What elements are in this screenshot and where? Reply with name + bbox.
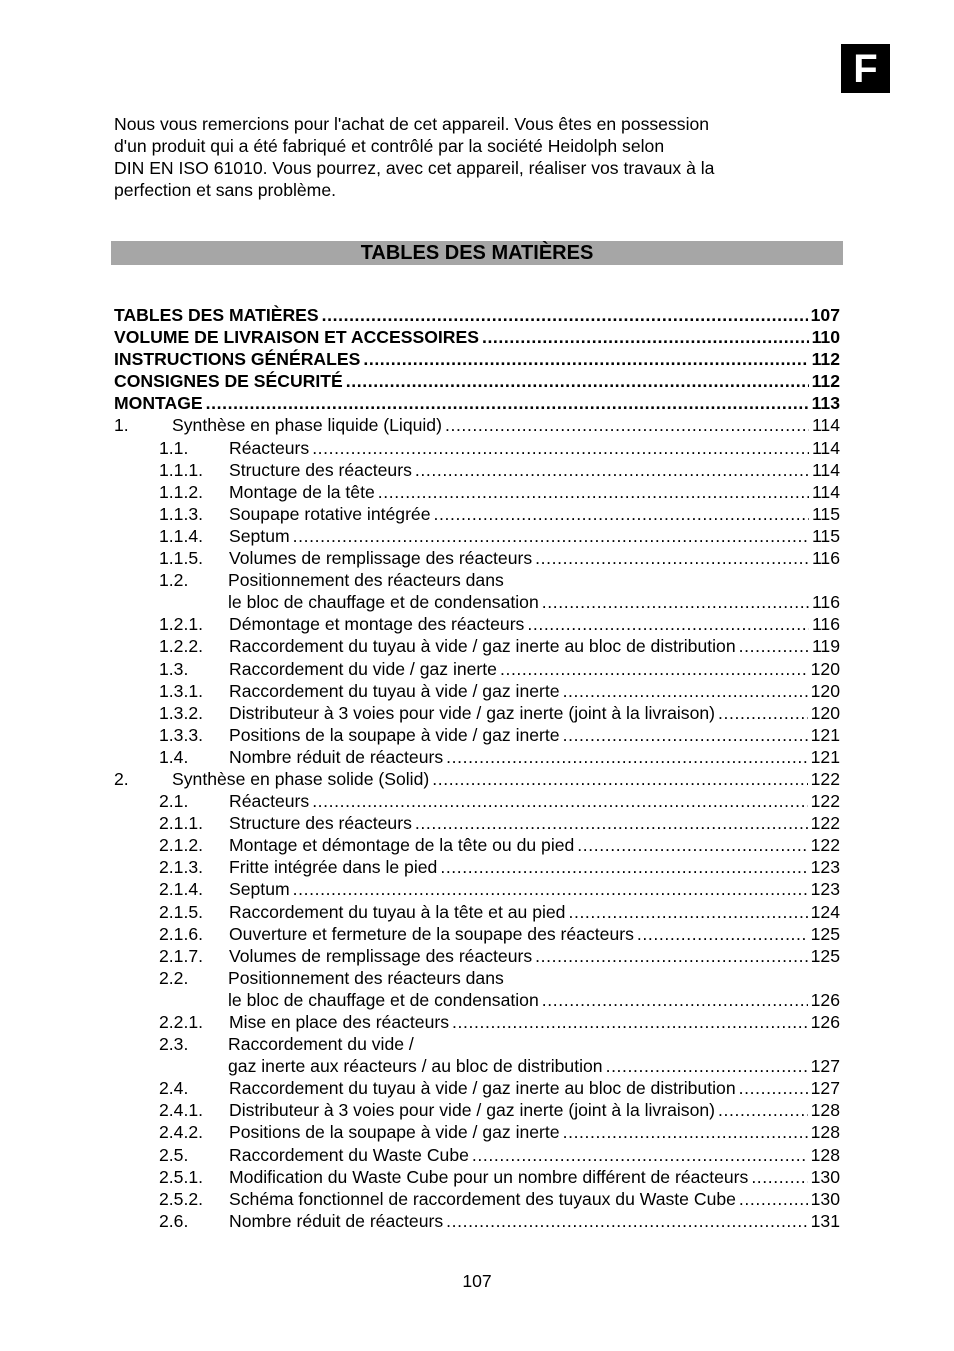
toc-entry-title: Mise en place des réacteurs xyxy=(229,1012,450,1032)
toc-entry[interactable] xyxy=(114,1144,840,1166)
section-heading-bar xyxy=(111,241,843,265)
toc-entry-page: 114 xyxy=(811,415,840,436)
dot-leader xyxy=(527,613,809,635)
dot-leader xyxy=(293,878,808,900)
toc-entry-number: 2.6. xyxy=(159,1210,189,1231)
toc-entry-page: 125 xyxy=(810,945,840,966)
dot-leader xyxy=(542,591,809,613)
toc-entry-page: 126 xyxy=(810,1012,840,1032)
toc-entry-page: 120 xyxy=(810,680,840,701)
toc-entry[interactable] xyxy=(114,967,840,989)
toc-entry-number: 1.2.1. xyxy=(159,614,204,635)
toc-entry-page: 124 xyxy=(810,901,840,922)
toc-entry-number: 2.1. xyxy=(159,791,189,812)
toc-entry-number: 1.3.1. xyxy=(159,680,204,701)
toc-entry[interactable] xyxy=(114,856,840,878)
toc-entry[interactable] xyxy=(114,1077,840,1099)
toc-entry-title: Volumes de remplissage des réacteurs xyxy=(229,945,533,966)
toc-entry[interactable] xyxy=(114,414,840,436)
toc-entry-title: TABLES DES MATIÈRES xyxy=(114,305,319,325)
toc-entry[interactable] xyxy=(114,1055,840,1077)
dot-leader xyxy=(563,680,808,702)
toc-entry-number: 1.3.2. xyxy=(159,702,204,723)
toc-entry[interactable] xyxy=(114,635,840,657)
toc-entry-title: Soupape rotative intégrée xyxy=(229,503,431,524)
toc-entry-page: 122 xyxy=(810,813,840,834)
toc-entry[interactable] xyxy=(114,1166,840,1188)
toc-entry-title: Démontage et montage des réacteurs xyxy=(229,614,525,635)
toc-entry-number: 2. xyxy=(114,768,129,789)
toc-entry-page: 119 xyxy=(811,636,840,657)
toc-entry-title: Modification du Waste Cube pour un nombre différent de réacteurs xyxy=(229,1166,749,1187)
toc-entry-page: 123 xyxy=(810,857,840,878)
toc-entry-page: 125 xyxy=(810,923,840,944)
dot-leader xyxy=(440,856,807,878)
toc-entry-number: 2.2. xyxy=(159,967,189,988)
toc-entry-page: 122 xyxy=(810,835,840,856)
toc-entry-title: Structure des réacteurs xyxy=(229,813,412,834)
toc-entry-title: Raccordement du tuyau à vide / gaz inerte au bloc de distribution xyxy=(229,1078,736,1099)
toc-entry-title: Fritte intégrée dans le pied xyxy=(229,857,438,878)
toc-entry[interactable] xyxy=(114,525,840,547)
toc-entry[interactable] xyxy=(114,392,840,414)
toc-entry[interactable] xyxy=(114,437,840,459)
toc-entry-number: 2.5. xyxy=(159,1144,189,1165)
toc-entry-title: Raccordement du tuyau à vide / gaz inerte au bloc de distribution xyxy=(229,636,736,657)
dot-leader xyxy=(718,702,808,724)
dot-leader xyxy=(482,326,809,348)
toc-entry[interactable] xyxy=(114,591,840,613)
toc-entry-page: 107 xyxy=(810,305,840,325)
toc-entry-title: Réacteurs xyxy=(229,437,310,458)
intro-line: d'un produit qui a été fabriqué et contrôlé par la société Heidolph selon xyxy=(114,136,665,156)
toc-entry-number: 2.2.1. xyxy=(159,1012,204,1032)
toc-entry-page: 131 xyxy=(810,1210,840,1231)
dot-leader xyxy=(577,834,807,856)
toc-entry-title: Nombre réduit de réacteurs xyxy=(229,1210,444,1231)
dot-leader xyxy=(346,370,809,392)
toc-entry-number: 1.1.5. xyxy=(159,548,204,569)
toc-entry-title: MONTAGE xyxy=(114,393,203,414)
intro-line: perfection et sans problème. xyxy=(114,180,337,200)
toc-entry-page: 112 xyxy=(811,349,840,370)
toc-entry-page: 127 xyxy=(810,1078,840,1099)
dot-leader xyxy=(718,1099,808,1121)
toc-entry-number: 1.3. xyxy=(159,658,189,679)
section-heading: TABLES DES MATIÈRES xyxy=(360,242,594,264)
toc-entry-page: 127 xyxy=(810,1056,840,1077)
toc-entry[interactable] xyxy=(114,768,840,790)
dot-leader xyxy=(739,1188,808,1210)
toc-entry[interactable] xyxy=(114,989,840,1011)
toc-entry-page: 123 xyxy=(810,879,840,900)
toc-entry-page: 121 xyxy=(810,746,840,767)
dot-leader xyxy=(535,945,807,967)
toc-entry[interactable] xyxy=(114,901,840,923)
toc-entry[interactable] xyxy=(114,613,840,635)
toc-entry-title: Ouverture et fermeture de la soupape des réacteurs xyxy=(229,923,634,944)
dot-leader xyxy=(378,481,809,503)
toc-entry[interactable] xyxy=(114,569,840,591)
toc-entry[interactable] xyxy=(114,1121,840,1143)
toc-entry-title: Montage de la tête xyxy=(229,481,375,502)
dot-leader xyxy=(445,414,809,436)
toc-entry[interactable] xyxy=(114,834,840,856)
toc-entry-page: 116 xyxy=(811,548,840,569)
toc-entry[interactable] xyxy=(114,1188,840,1210)
toc-entry[interactable] xyxy=(114,1210,840,1232)
toc-entry-title: Montage et démontage de la tête ou du pied xyxy=(229,835,575,856)
toc-entry-page: 110 xyxy=(811,327,840,348)
toc-entry-page: 128 xyxy=(810,1144,840,1165)
toc-entry[interactable] xyxy=(114,326,840,348)
toc-entry-page: 122 xyxy=(810,768,840,789)
toc-entry-title: Raccordement du tuyau à la tête et au pied xyxy=(229,901,566,922)
toc-entry[interactable] xyxy=(114,547,840,569)
dot-leader xyxy=(751,1166,807,1188)
toc-entry-page: 112 xyxy=(811,371,840,392)
dot-leader xyxy=(293,525,809,547)
dot-leader xyxy=(363,348,808,370)
toc-entry-number: 1.3.3. xyxy=(159,724,204,745)
toc-entry-number: 2.4. xyxy=(159,1078,189,1099)
toc-entry-number: 2.4.2. xyxy=(159,1122,204,1143)
toc-entry-page: 130 xyxy=(810,1188,840,1209)
toc-entry[interactable] xyxy=(114,481,840,503)
toc-entry-title: Raccordement du Waste Cube xyxy=(229,1144,469,1165)
toc-entry-number: 2.1.6. xyxy=(159,923,204,944)
toc-entry[interactable] xyxy=(114,702,840,724)
dot-leader xyxy=(739,1077,808,1099)
toc-entry-number: 2.1.3. xyxy=(159,857,204,878)
toc-entry-number: 1.1.4. xyxy=(159,525,204,546)
toc-entry-page: 115 xyxy=(811,503,840,524)
toc-entry-title: Raccordement du vide / xyxy=(228,1034,414,1055)
dot-leader xyxy=(535,547,809,569)
toc-entry-number: 2.5.2. xyxy=(159,1188,204,1209)
table-of-contents xyxy=(114,304,840,1232)
language-badge: F xyxy=(841,44,890,93)
toc-entry[interactable] xyxy=(114,658,840,680)
toc-entry[interactable] xyxy=(114,1011,840,1033)
dot-leader xyxy=(739,635,809,657)
toc-entry-title: CONSIGNES DE SÉCURITÉ xyxy=(114,371,343,392)
toc-entry-number: 1. xyxy=(114,415,129,436)
toc-entry-title: Positions de la soupape à vide / gaz inerte xyxy=(229,724,560,745)
dot-leader xyxy=(434,503,809,525)
toc-entry-title: Schéma fonctionnel de raccordement des tuyaux du Waste Cube xyxy=(229,1188,736,1209)
toc-entry[interactable] xyxy=(114,746,840,768)
toc-entry-title: gaz inerte aux réacteurs / au bloc de distribution xyxy=(228,1056,603,1077)
dot-leader xyxy=(606,1055,808,1077)
toc-entry-number: 1.1.1. xyxy=(159,459,204,480)
toc-entry-number: 1.2. xyxy=(159,570,189,591)
toc-entry-page: 121 xyxy=(810,724,840,745)
toc-entry-title: INSTRUCTIONS GÉNÉRALES xyxy=(114,349,361,370)
toc-entry[interactable] xyxy=(114,1033,840,1055)
toc-entry-number: 1.1. xyxy=(159,437,189,458)
toc-entry-title: Positionnement des réacteurs dans xyxy=(228,570,504,591)
toc-entry-title: Réacteurs xyxy=(229,791,310,812)
toc-entry-title: Raccordement du vide / gaz inerte xyxy=(229,658,497,679)
toc-entry-title: Distributeur à 3 voies pour vide / gaz inerte (joint à la livraison) xyxy=(229,1100,716,1121)
toc-entry-page: 114 xyxy=(811,481,840,502)
dot-leader xyxy=(563,724,808,746)
toc-entry-title: Positionnement des réacteurs dans xyxy=(228,967,504,988)
dot-leader xyxy=(432,768,807,790)
toc-entry-number: 2.1.5. xyxy=(159,901,204,922)
toc-entry-title: Raccordement du tuyau à vide / gaz inerte xyxy=(229,680,560,701)
toc-entry-number: 2.4.1. xyxy=(159,1100,204,1121)
toc-entry-title: Synthèse en phase solide (Solid) xyxy=(172,768,430,789)
toc-entry-number: 2.1.2. xyxy=(159,835,204,856)
dot-leader xyxy=(500,658,808,680)
intro-line: Nous vous remercions pour l'achat de cet appareil. Vous êtes en possession xyxy=(114,114,710,134)
toc-entry-title: VOLUME DE LIVRAISON ET ACCESSOIRES xyxy=(114,327,479,348)
toc-entry[interactable] xyxy=(114,878,840,900)
dot-leader xyxy=(563,1121,808,1143)
dot-leader xyxy=(446,1210,807,1232)
page-number: 107 xyxy=(462,1271,492,1291)
toc-entry-page: 116 xyxy=(811,614,840,635)
toc-entry-number: 2.3. xyxy=(159,1034,189,1055)
toc-entry-number: 1.1.3. xyxy=(159,503,204,524)
toc-entry-title: Nombre réduit de réacteurs xyxy=(229,746,444,767)
toc-entry[interactable] xyxy=(114,790,840,812)
dot-leader xyxy=(206,392,809,414)
toc-entry-title: Positions de la soupape à vide / gaz inerte xyxy=(229,1122,560,1143)
toc-entry-number: 2.1.7. xyxy=(159,945,204,966)
intro-paragraph xyxy=(114,113,814,201)
toc-entry[interactable] xyxy=(114,680,840,702)
dot-leader xyxy=(415,812,808,834)
toc-entry[interactable] xyxy=(114,304,840,326)
toc-entry-page: 122 xyxy=(810,791,840,812)
dot-leader xyxy=(637,923,808,945)
toc-entry-title: Synthèse en phase liquide (Liquid) xyxy=(172,415,442,436)
toc-entry[interactable] xyxy=(114,724,840,746)
toc-entry[interactable] xyxy=(114,812,840,834)
toc-entry-page: 116 xyxy=(811,592,840,613)
toc-entry-title: Distributeur à 3 voies pour vide / gaz inerte (joint à la livraison) xyxy=(229,702,716,723)
dot-leader xyxy=(472,1144,808,1166)
toc-entry-page: 128 xyxy=(810,1122,840,1143)
dot-leader xyxy=(312,790,807,812)
dot-leader xyxy=(542,989,808,1011)
toc-entry[interactable] xyxy=(114,370,840,392)
toc-entry-number: 2.1.4. xyxy=(159,879,204,900)
toc-entry-page: 114 xyxy=(811,459,840,480)
dot-leader xyxy=(312,437,809,459)
dot-leader xyxy=(446,746,807,768)
toc-entry-number: 1.4. xyxy=(159,746,189,767)
dot-leader xyxy=(568,901,807,923)
toc-entry-number: 1.2.2. xyxy=(159,636,204,657)
toc-entry-number: 2.5.1. xyxy=(159,1166,204,1187)
toc-entry-page: 120 xyxy=(810,658,840,679)
toc-entry[interactable] xyxy=(114,1099,840,1121)
toc-entry[interactable] xyxy=(114,945,840,967)
dot-leader xyxy=(452,1011,808,1033)
toc-entry-page: 130 xyxy=(810,1166,840,1187)
toc-entry-page: 126 xyxy=(810,989,840,1010)
toc-entry-title: le bloc de chauffage et de condensation xyxy=(228,989,539,1010)
toc-entry-page: 113 xyxy=(811,393,840,414)
toc-entry-number: 2.1.1. xyxy=(159,813,204,834)
toc-entry[interactable] xyxy=(114,459,840,481)
intro-line: DIN EN ISO 61010. Vous pourrez, avec cet appareil, réaliser vos travaux à la xyxy=(114,158,715,178)
dot-leader xyxy=(415,459,809,481)
toc-entry-title: Volumes de remplissage des réacteurs xyxy=(229,548,533,569)
toc-entry-number: 1.1.2. xyxy=(159,481,204,502)
toc-entry-page: 114 xyxy=(811,437,840,458)
toc-entry-page: 115 xyxy=(811,525,840,546)
toc-entry[interactable] xyxy=(114,348,840,370)
toc-entry-title: Structure des réacteurs xyxy=(229,459,412,480)
dot-leader xyxy=(322,304,808,326)
toc-entry-title: Septum xyxy=(229,525,290,546)
toc-entry-page: 120 xyxy=(810,702,840,723)
toc-entry-title: Septum xyxy=(229,879,290,900)
toc-entry[interactable] xyxy=(114,503,840,525)
toc-entry-page: 128 xyxy=(810,1100,840,1121)
toc-entry-title: le bloc de chauffage et de condensation xyxy=(228,592,539,613)
toc-entry[interactable] xyxy=(114,923,840,945)
